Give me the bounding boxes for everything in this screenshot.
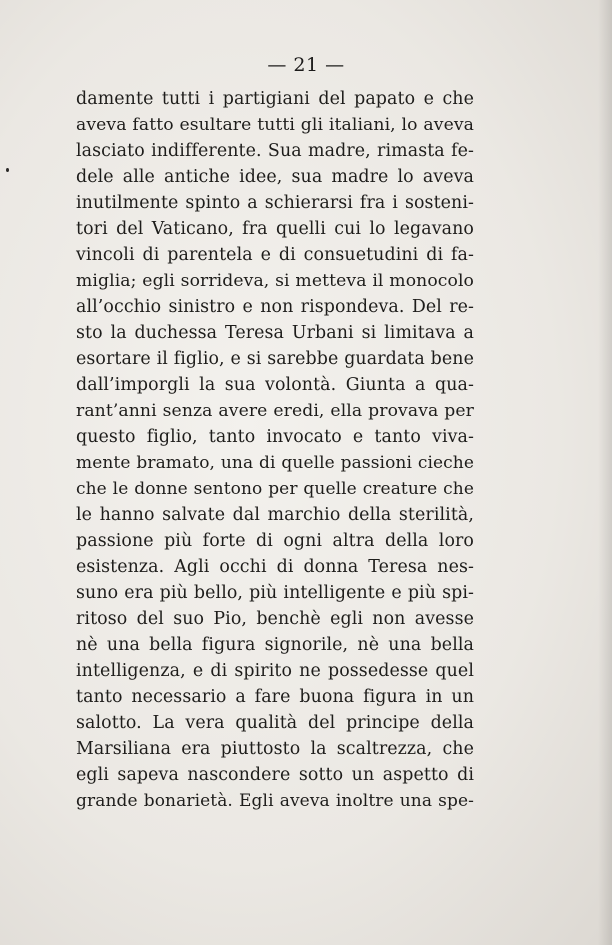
text-line: miglia; egli sorrideva, si metteva il monocolo bbox=[76, 271, 474, 291]
text-line: Marsiliana era piuttosto la scaltrezza, che bbox=[76, 739, 474, 759]
text-line: vincoli di parentela e di consuetudini di fa- bbox=[76, 245, 474, 265]
text-line: ritoso del suo Pio, benchè egli non avesse bbox=[76, 609, 474, 629]
page-edge-shadow bbox=[598, 0, 612, 945]
text-line: salotto. La vera qualità del principe della bbox=[76, 713, 474, 733]
text-line: suno era più bello, più intelligente e più spi- bbox=[76, 583, 474, 603]
text-line: che le donne sentono per quelle creature che bbox=[76, 479, 474, 499]
text-line: nè una bella figura signorile, nè una bella bbox=[76, 635, 474, 655]
text-line: rant’anni senza avere eredi, ella provava per bbox=[76, 401, 474, 421]
text-line: aveva fatto esultare tutti gli italiani, lo aveva bbox=[76, 115, 474, 135]
text-line: passione più forte di ogni altra della loro bbox=[76, 531, 474, 551]
ink-speck bbox=[6, 168, 9, 172]
text-line: esistenza. Agli occhi di donna Teresa nes- bbox=[76, 557, 474, 577]
text-line: egli sapeva nascondere sotto un aspetto di bbox=[76, 765, 474, 785]
text-line: all’occhio sinistro e non rispondeva. Del re- bbox=[76, 297, 474, 317]
text-line: tanto necessario a fare buona figura in un bbox=[76, 687, 474, 707]
text-line: tori del Vaticano, fra quelli cui lo legavano bbox=[76, 219, 474, 239]
text-line: lasciato indifferente. Sua madre, rimasta fe- bbox=[76, 141, 474, 161]
body-text bbox=[76, 86, 474, 814]
text-line: le hanno salvate dal marchio della sterilità, bbox=[76, 505, 474, 525]
text-line: dele alle antiche idee, sua madre lo aveva bbox=[76, 167, 474, 187]
text-line: inutilmente spinto a schierarsi fra i sosteni- bbox=[76, 193, 474, 213]
text-line: mente bramato, una di quelle passioni cieche bbox=[76, 453, 474, 473]
text-line: questo figlio, tanto invocato e tanto viva- bbox=[76, 427, 474, 447]
text-line: esortare il figlio, e si sarebbe guardata bene bbox=[76, 349, 474, 369]
text-line: grande bonarietà. Egli aveva inoltre una spe- bbox=[76, 791, 474, 811]
text-line: intelligenza, e di spirito ne possedesse quel bbox=[76, 661, 474, 681]
text-line: damente tutti i partigiani del papato e che bbox=[76, 89, 474, 109]
text-line: sto la duchessa Teresa Urbani si limitava a bbox=[76, 323, 474, 343]
text-line: dall’imporgli la sua volontà. Giunta a qua- bbox=[76, 375, 474, 395]
page-number: — 21 — bbox=[267, 54, 345, 76]
